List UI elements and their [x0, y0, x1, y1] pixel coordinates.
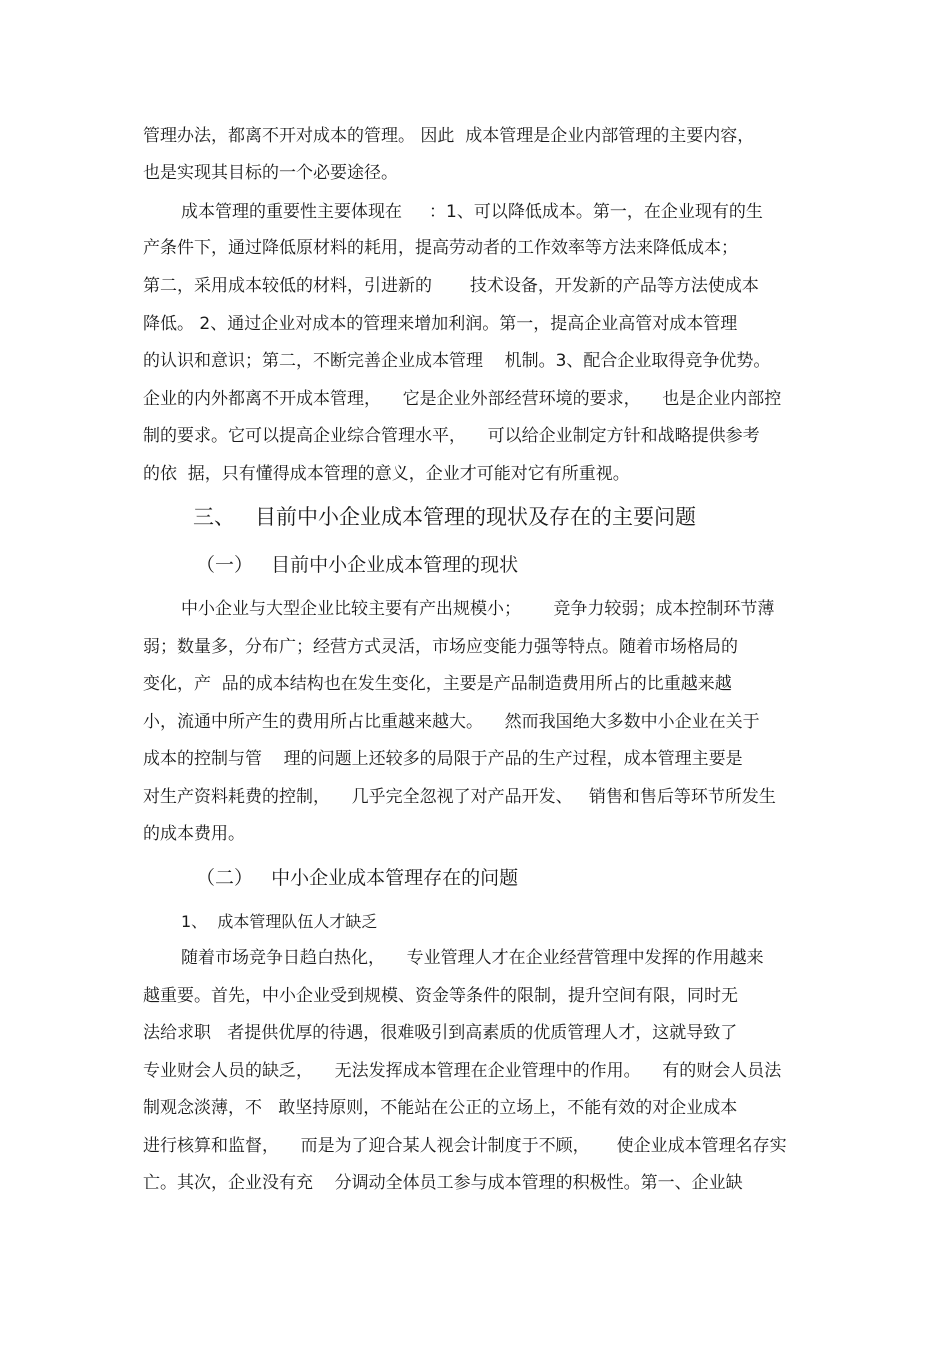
- paragraph-line: 企业的内外都离不开成本管理， 它是企业外部经营环境的要求， 也是企业内部控: [143, 389, 782, 409]
- paragraph-line: 中小企业与大型企业比较主要有产出规模小； 竞争力较弱；成本控制环节薄: [181, 599, 775, 619]
- paragraph-line: 制观念淡薄，不 敢坚持原则，不能站在公正的立场上，不能有效的对企业成本: [143, 1098, 738, 1118]
- paragraph-line: 成本管理的重要性主要体现在 ：1、可以降低成本。第一，在企业现有的生: [181, 202, 763, 222]
- paragraph-line: 小，流通中所产生的费用所占比重越来越大。 然而我国绝大多数中小企业在关于: [143, 712, 760, 732]
- paragraph-line: 弱；数量多，分布广；经营方式灵活，市场应变能力强等特点。随着市场格局的: [143, 637, 738, 657]
- subsection-heading: （二） 中小企业成本管理存在的问题: [196, 867, 519, 889]
- paragraph-line: 管理办法，都离不开对成本的管理。 因此 成本管理是企业内部管理的主要内容，: [143, 126, 755, 146]
- paragraph-line: 法给求职 者提供优厚的待遇，很难吸引到高素质的优质管理人才，这就导致了: [143, 1023, 738, 1043]
- paragraph-line: 的依 据，只有懂得成本管理的意义，企业才可能对它有所重视。: [143, 464, 630, 484]
- paragraph-line: 制的要求。它可以提高企业综合管理水平， 可以给企业制定方针和战略提供参考: [143, 426, 760, 446]
- paragraph-line: 进行核算和监督， 而是为了迎合某人视会计制度于不顾， 使企业成本管理名存实: [143, 1136, 787, 1156]
- paragraph-line: 对生产资料耗费的控制， 几乎完全忽视了对产品开发、 销售和售后等环节所发生: [143, 787, 776, 807]
- paragraph-line: 的认识和意识；第二，不断完善企业成本管理 机制。3、配合企业取得竞争优势。: [143, 351, 771, 371]
- paragraph-line: 的成本费用。: [143, 824, 245, 844]
- paragraph-line: 变化，产 品的成本结构也在发生变化，主要是产品制造费用所占的比重越来越: [143, 674, 732, 694]
- paragraph-line: 随着市场竞争日趋白热化， 专业管理人才在企业经营管理中发挥的作用越来: [181, 948, 764, 968]
- paragraph-line: 亡。其次，企业没有充 分调动全体员工参与成本管理的积极性。第一、企业缺: [143, 1173, 743, 1193]
- paragraph-line: 第二，采用成本较低的材料，引进新的 技术设备，开发新的产品等方法使成本: [143, 276, 759, 296]
- list-item-heading: 1、 成本管理队伍人才缺乏: [181, 912, 378, 931]
- paragraph-line: 降低。 2、通过企业对成本的管理来增加利润。第一，提高企业高管对成本管理: [143, 314, 738, 334]
- paragraph-line: 越重要。首先，中小企业受到规模、资金等条件的限制，提升空间有限，同时无: [143, 986, 738, 1006]
- paragraph-line: 专业财会人员的缺乏， 无法发挥成本管理在企业管理中的作用。 有的财会人员法: [143, 1061, 782, 1081]
- paragraph-line: 成本的控制与管 理的问题上还较多的局限于产品的生产过程，成本管理主要是: [143, 749, 743, 769]
- section-heading: 三、 目前中小企业成本管理的现状及存在的主要问题: [193, 505, 697, 529]
- paragraph-line: 产条件下，通过降低原材料的耗用，提高劳动者的工作效率等方法来降低成本；: [143, 238, 738, 258]
- paragraph-line: 也是实现其目标的一个必要途径。: [143, 163, 398, 183]
- subsection-heading: （一） 目前中小企业成本管理的现状: [196, 554, 519, 576]
